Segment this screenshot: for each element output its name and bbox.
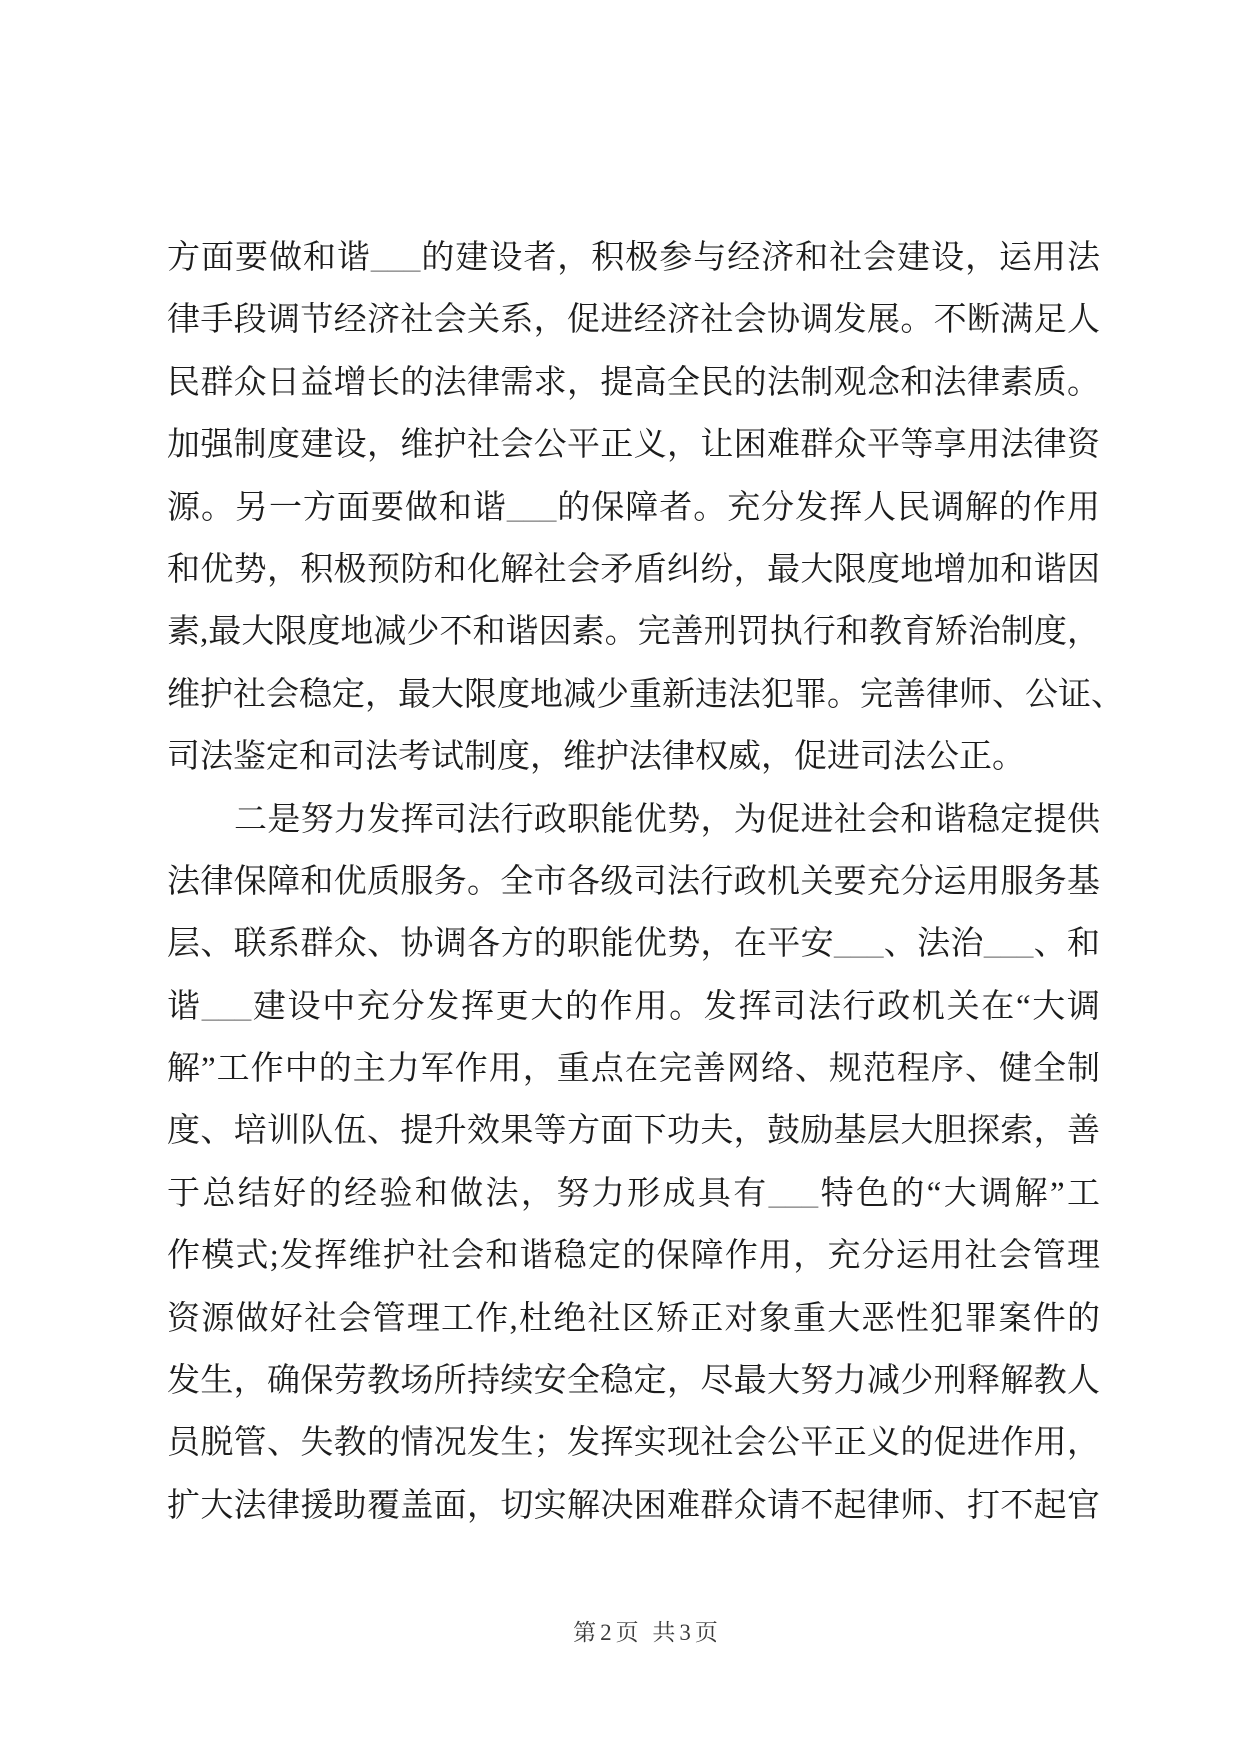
text-line: 员脱管、失教的情况发生；发挥实现社会公平正义的促进作用， [167,1425,1100,1462]
document-body [167,227,1124,1537]
text-line: 资源做好社会管理工作,杜绝社区矫正对象重大恶性犯罪案件的 [167,1300,1100,1337]
text-line: 发生，确保劳教场所持续安全稳定，尽最大努力减少刑释解教人 [167,1363,1100,1400]
text-line: 素,最大限度地减少不和谐因素。完善刑罚执行和教育矫治制度， [167,614,1100,651]
text-line: 和优势，积极预防和化解社会矛盾纠纷，最大限度地增加和谐因 [167,551,1100,588]
fill-in-blank: ___ [768,1175,819,1212]
text-line: 法律保障和优质服务。全市各级司法行政机关要充分运用服务基 [167,863,1100,900]
text-line: 解”工作中的主力军作用，重点在完善网络、规范程序、健全制 [167,1051,1100,1088]
fill-in-blank: ___ [506,489,557,526]
fill-in-blank: ___ [370,240,421,276]
text-line: 于总结好的经验和做法，努力形成具有___特色的“大调解”工 [167,1175,1100,1212]
fill-in-blank: ___ [201,988,252,1025]
text-line: 律手段调节经济社会关系，促进经济社会协调发展。不断满足人 [167,302,1100,339]
text-line: 司法鉴定和司法考试制度，维护法律权威，促进司法公正。 [167,739,1025,776]
text-line: 扩大法律援助覆盖面，切实解决困难群众请不起律师、打不起官 [167,1487,1100,1524]
text-line: 方面要做和谐___的建设者，积极参与经济和社会建设，运用法 [167,240,1101,276]
page-footer [0,1618,1241,1648]
text-line: 谐___建设中充分发挥更大的作用。发挥司法行政机关在“大调 [167,988,1100,1025]
text-line: 二是努力发挥司法行政职能优势，为促进社会和谐稳定提供 [234,801,1100,838]
text-line: 度、培训队伍、提升效果等方面下功夫，鼓励基层大胆探索，善 [167,1113,1100,1150]
fill-in-blank: ___ [983,926,1034,963]
text-line: 源。另一方面要做和谐___的保障者。充分发挥人民调解的作用 [167,489,1101,526]
text-line: 作模式;发挥维护社会和谐稳定的保障作用，充分运用社会管理 [167,1238,1100,1275]
fill-in-blank: ___ [833,926,884,963]
text-line: 维护社会稳定，最大限度地减少重新违法犯罪。完善律师、公证、 [167,676,1124,713]
text-line: 加强制度建设，维护社会公平正义，让困难群众平等享用法律资 [167,427,1100,464]
page-number-label: 第2页 共3页 [573,1620,722,1645]
text-line: 层、联系群众、协调各方的职能优势，在平安___、法治___、和 [167,926,1101,963]
text-line: 民群众日益增长的法律需求，提高全民的法制观念和法律素质。 [167,364,1100,401]
